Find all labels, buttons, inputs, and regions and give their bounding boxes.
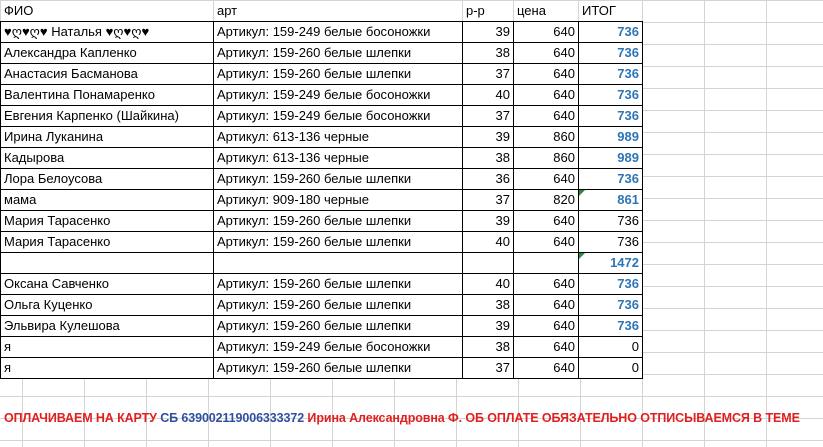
cell-name[interactable]: Анастасия Басманова bbox=[1, 64, 214, 85]
cell-total[interactable]: 736 bbox=[579, 232, 643, 253]
header-cell-price[interactable]: цена bbox=[514, 1, 579, 22]
cell-size[interactable]: 37 bbox=[463, 358, 514, 379]
table-row bbox=[1, 169, 643, 190]
cell-total[interactable]: 736 bbox=[579, 22, 643, 43]
header-cell-size[interactable]: р-р bbox=[463, 1, 514, 22]
cell-name[interactable]: Мария Тарасенко bbox=[1, 232, 214, 253]
cell-name[interactable]: мама bbox=[1, 190, 214, 211]
cell-size[interactable] bbox=[463, 253, 514, 274]
cell-art[interactable]: Артикул: 159-249 белые босоножки bbox=[214, 85, 463, 106]
cell-name[interactable] bbox=[1, 253, 214, 274]
header-cell-art[interactable]: арт bbox=[214, 1, 463, 22]
cell-name[interactable]: я bbox=[1, 337, 214, 358]
cell-size[interactable]: 39 bbox=[463, 211, 514, 232]
cell-total[interactable]: 1472 bbox=[579, 253, 643, 274]
cell-price[interactable]: 640 bbox=[514, 43, 579, 64]
cell-size[interactable]: 40 bbox=[463, 85, 514, 106]
table-row bbox=[1, 232, 643, 253]
table-row bbox=[1, 190, 643, 211]
table-row bbox=[1, 106, 643, 127]
cell-art[interactable]: Артикул: 613-136 черные bbox=[214, 127, 463, 148]
cell-price[interactable]: 640 bbox=[514, 337, 579, 358]
cell-name[interactable]: Валентина Понамаренко bbox=[1, 85, 214, 106]
table-row bbox=[1, 148, 643, 169]
cell-name[interactable]: Мария Тарасенко bbox=[1, 211, 214, 232]
cell-price[interactable]: 860 bbox=[514, 148, 579, 169]
cell-art[interactable]: Артикул: 159-249 белые босоножки bbox=[214, 337, 463, 358]
cell-size[interactable]: 38 bbox=[463, 295, 514, 316]
cell-size[interactable]: 38 bbox=[463, 337, 514, 358]
cell-art[interactable]: Артикул: 159-249 белые босоножки bbox=[214, 106, 463, 127]
cell-total[interactable]: 861 bbox=[579, 190, 643, 211]
cell-art[interactable]: Артикул: 159-260 белые шлепки bbox=[214, 358, 463, 379]
cell-size[interactable]: 38 bbox=[463, 43, 514, 64]
cell-price[interactable]: 640 bbox=[514, 295, 579, 316]
cell-name[interactable]: Александра Капленко bbox=[1, 43, 214, 64]
cell-total[interactable]: 736 bbox=[579, 85, 643, 106]
table-row bbox=[1, 127, 643, 148]
cell-name[interactable]: Ольга Куценко bbox=[1, 295, 214, 316]
payment-note-lead: ОПЛАЧИВАЕМ НА КАРТУ bbox=[4, 411, 161, 425]
cell-price[interactable]: 640 bbox=[514, 232, 579, 253]
cell-name[interactable]: я bbox=[1, 358, 214, 379]
cell-size[interactable]: 37 bbox=[463, 64, 514, 85]
table-row bbox=[1, 64, 643, 85]
cell-art[interactable]: Артикул: 159-260 белые шлепки bbox=[214, 274, 463, 295]
cell-name[interactable]: Ирина Луканина bbox=[1, 127, 214, 148]
cell-price[interactable]: 640 bbox=[514, 22, 579, 43]
table-row bbox=[1, 316, 643, 337]
cell-size[interactable]: 39 bbox=[463, 127, 514, 148]
table-row bbox=[1, 358, 643, 379]
cell-name[interactable]: Евгения Карпенко (Шайкина) bbox=[1, 106, 214, 127]
cell-price[interactable]: 820 bbox=[514, 190, 579, 211]
payment-note-recipient: Ирина Александровна Ф. ОБ ОПЛАТЕ ОБЯЗАТЕЛЬНО ОТПИСЫВАЕМСЯ В ТЕМЕ bbox=[304, 411, 800, 425]
table-row bbox=[1, 211, 643, 232]
cell-name[interactable]: Эльвира Кулешова bbox=[1, 316, 214, 337]
cell-total[interactable]: 736 bbox=[579, 43, 643, 64]
cell-art[interactable]: Артикул: 159-260 белые шлепки bbox=[214, 232, 463, 253]
cell-total[interactable]: 736 bbox=[579, 106, 643, 127]
payment-note[interactable] bbox=[4, 411, 800, 425]
cell-total[interactable]: 989 bbox=[579, 148, 643, 169]
table-row bbox=[1, 253, 643, 274]
cell-price[interactable]: 640 bbox=[514, 316, 579, 337]
cell-size[interactable]: 40 bbox=[463, 274, 514, 295]
header-row bbox=[1, 1, 643, 22]
header-cell-name[interactable]: ФИО bbox=[1, 1, 214, 22]
payment-card-number: СБ 639002119006333372 bbox=[160, 411, 305, 425]
cell-art[interactable]: Артикул: 159-260 белые шлепки bbox=[214, 64, 463, 85]
cell-price[interactable]: 640 bbox=[514, 211, 579, 232]
cell-art[interactable]: Артикул: 159-260 белые шлепки bbox=[214, 43, 463, 64]
table-row bbox=[1, 43, 643, 64]
table-row bbox=[1, 337, 643, 358]
cell-total[interactable]: 736 bbox=[579, 316, 643, 337]
cell-size[interactable]: 39 bbox=[463, 316, 514, 337]
cell-price[interactable]: 640 bbox=[514, 358, 579, 379]
cell-name[interactable]: Лора Белоусова bbox=[1, 169, 214, 190]
cell-art[interactable]: Артикул: 159-249 белые босоножки bbox=[214, 22, 463, 43]
cell-total[interactable]: 736 bbox=[579, 211, 643, 232]
cell-art[interactable]: Артикул: 159-260 белые шлепки bbox=[214, 169, 463, 190]
cell-total[interactable]: 736 bbox=[579, 274, 643, 295]
cell-total[interactable]: 0 bbox=[579, 358, 643, 379]
cell-price[interactable]: 640 bbox=[514, 106, 579, 127]
table-row bbox=[1, 295, 643, 316]
table-row bbox=[1, 274, 643, 295]
cell-total[interactable]: 736 bbox=[579, 295, 643, 316]
cell-price[interactable]: 860 bbox=[514, 127, 579, 148]
cell-price[interactable]: 640 bbox=[514, 64, 579, 85]
cell-total[interactable]: 736 bbox=[579, 169, 643, 190]
cell-size[interactable]: 39 bbox=[463, 22, 514, 43]
cell-art[interactable]: Артикул: 159-260 белые шлепки bbox=[214, 316, 463, 337]
cell-price[interactable] bbox=[514, 253, 579, 274]
cell-art[interactable]: Артикул: 159-260 белые шлепки bbox=[214, 295, 463, 316]
cell-size[interactable]: 37 bbox=[463, 106, 514, 127]
cell-size[interactable]: 36 bbox=[463, 169, 514, 190]
cell-size[interactable]: 40 bbox=[463, 232, 514, 253]
cell-art[interactable] bbox=[214, 253, 463, 274]
cell-art[interactable]: Артикул: 909-180 черные bbox=[214, 190, 463, 211]
cell-art[interactable]: Артикул: 159-260 белые шлепки bbox=[214, 211, 463, 232]
cell-art[interactable]: Артикул: 613-136 черные bbox=[214, 148, 463, 169]
table-row bbox=[1, 85, 643, 106]
cell-name[interactable]: Оксана Савченко bbox=[1, 274, 214, 295]
cell-name[interactable]: Кадырова bbox=[1, 148, 214, 169]
header-cell-total[interactable]: ИТОГ bbox=[579, 1, 643, 22]
cell-size[interactable]: 37 bbox=[463, 190, 514, 211]
cell-price[interactable]: 640 bbox=[514, 274, 579, 295]
cell-price[interactable]: 640 bbox=[514, 169, 579, 190]
cell-total[interactable]: 736 bbox=[579, 64, 643, 85]
cell-total[interactable]: 0 bbox=[579, 337, 643, 358]
cell-size[interactable]: 38 bbox=[463, 148, 514, 169]
cell-price[interactable]: 640 bbox=[514, 85, 579, 106]
cell-name[interactable]: ♥ღ♥ღ♥ Наталья ♥ღ♥ღ♥ bbox=[1, 22, 214, 43]
cell-total[interactable]: 989 bbox=[579, 127, 643, 148]
table-row bbox=[1, 22, 643, 43]
